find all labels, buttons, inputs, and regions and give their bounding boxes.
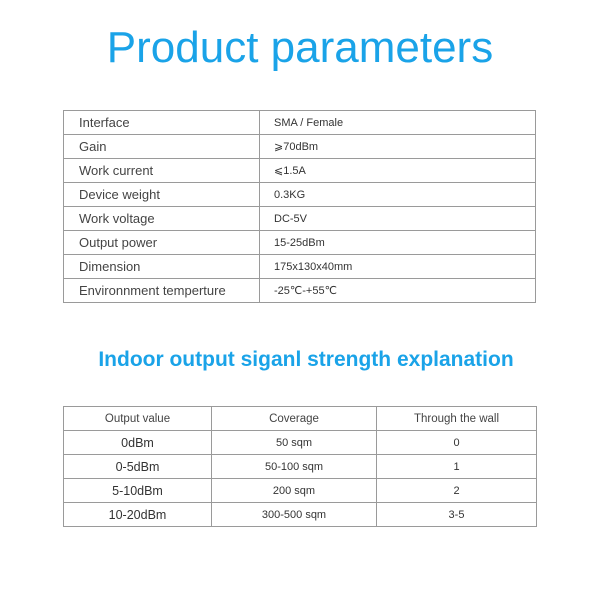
table-row [64, 479, 537, 503]
coverage-cell: 300-500 sqm [212, 503, 377, 527]
parameter-name: Interface [64, 111, 260, 135]
through-wall-cell: 0 [377, 431, 537, 455]
parameter-value: 15-25dBm [260, 231, 536, 255]
parameter-name: Dimension [64, 255, 260, 279]
parameter-value: -25℃-+55℃ [260, 279, 536, 303]
coverage-cell: 200 sqm [212, 479, 377, 503]
parameter-name: Gain [64, 135, 260, 159]
table-row [64, 231, 536, 255]
column-header: Through the wall [377, 407, 537, 431]
signal-strength-table [63, 406, 537, 527]
through-wall-cell: 2 [377, 479, 537, 503]
parameter-name: Output power [64, 231, 260, 255]
through-wall-cell: 1 [377, 455, 537, 479]
parameter-value: 175x130x40mm [260, 255, 536, 279]
coverage-cell: 50 sqm [212, 431, 377, 455]
table-row [64, 503, 537, 527]
table-row [64, 279, 536, 303]
parameter-value: ⩾70dBm [260, 135, 536, 159]
output-value-cell: 0dBm [64, 431, 212, 455]
parameter-name: Work current [64, 159, 260, 183]
coverage-cell: 50-100 sqm [212, 455, 377, 479]
through-wall-cell: 3-5 [377, 503, 537, 527]
table-row [64, 255, 536, 279]
output-value-cell: 10-20dBm [64, 503, 212, 527]
column-header: Output value [64, 407, 212, 431]
table-row [64, 431, 537, 455]
section-title: Indoor output siganl strength explanation [98, 348, 514, 371]
table-row [64, 207, 536, 231]
parameter-name: Environnment temperture [64, 279, 260, 303]
output-value-cell: 0-5dBm [64, 455, 212, 479]
parameter-value: ⩽1.5A [260, 159, 536, 183]
product-parameters-table [63, 110, 536, 303]
column-header: Coverage [212, 407, 377, 431]
parameter-value: 0.3KG [260, 183, 536, 207]
table-row [64, 183, 536, 207]
parameter-name: Device weight [64, 183, 260, 207]
parameter-value: DC-5V [260, 207, 536, 231]
table-row [64, 135, 536, 159]
parameter-value: SMA / Female [260, 111, 536, 135]
parameter-name: Work voltage [64, 207, 260, 231]
table-row [64, 111, 536, 135]
table-row [64, 159, 536, 183]
page-title: Product parameters [106, 23, 494, 72]
table-row [64, 455, 537, 479]
table-header-row [64, 407, 537, 431]
output-value-cell: 5-10dBm [64, 479, 212, 503]
